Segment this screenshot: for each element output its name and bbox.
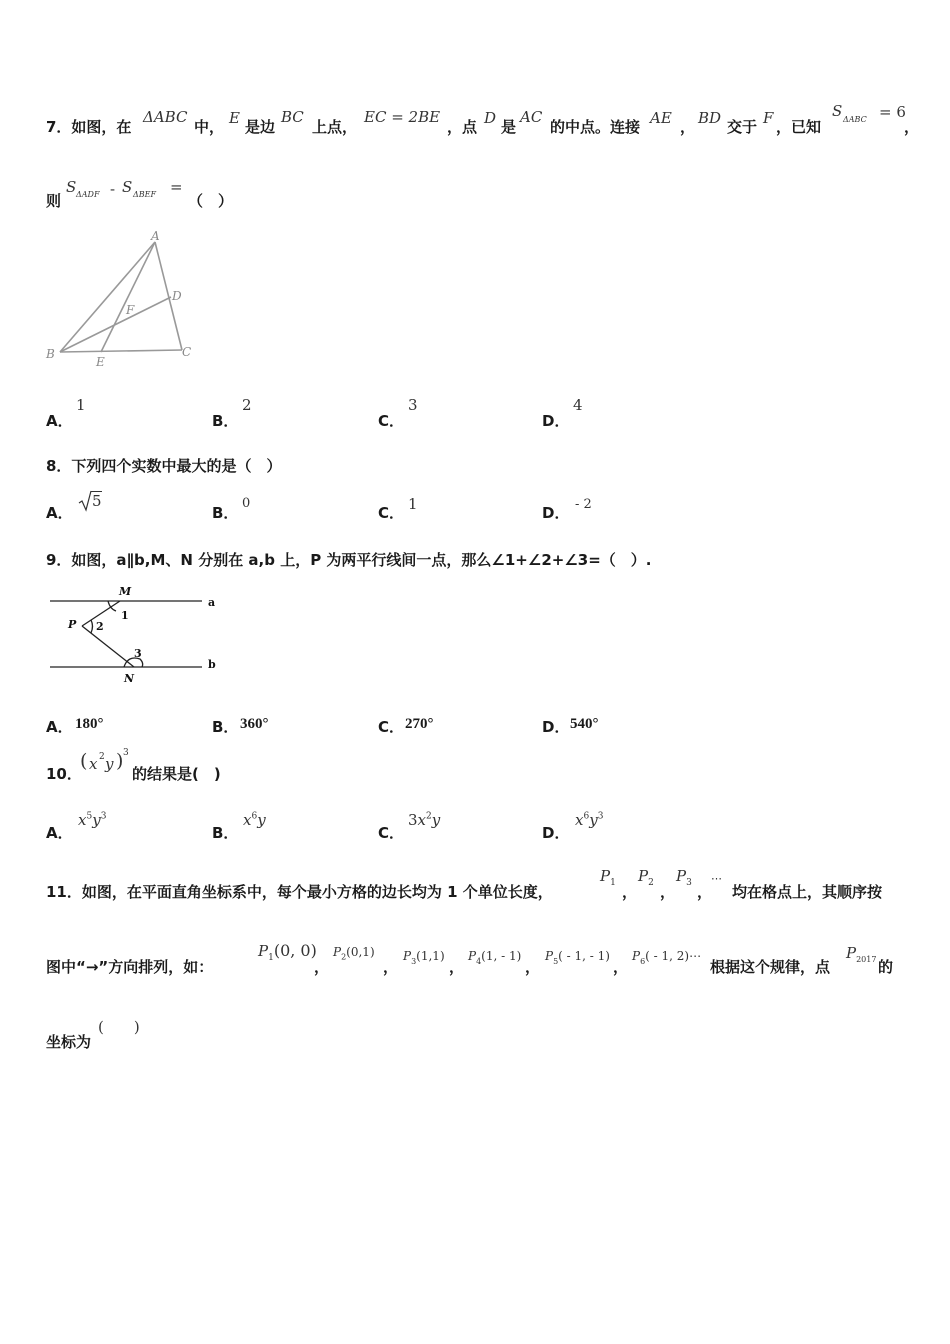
q9-option-b-label[interactable]: B． — [212, 718, 239, 736]
q10-exp-2: 2 — [99, 752, 105, 762]
label-n: N — [124, 672, 135, 685]
q11-point-p1: $P_1(0$, 0) — [258, 941, 317, 964]
q9-option-a-label[interactable]: A． — [46, 718, 73, 736]
q7-option-d-label[interactable]: D． — [542, 412, 570, 430]
q10-exp-3: 3 — [123, 748, 129, 758]
q8-option-d-label[interactable]: D． — [542, 504, 570, 522]
edge-ab — [60, 242, 155, 352]
q10-option-b-label[interactable]: B． — [212, 824, 239, 842]
label-b: b — [208, 658, 216, 671]
q11-de: 的 — [878, 958, 894, 976]
q11-point-p5: $P_5( - 1$, - 1) — [545, 949, 610, 967]
q11-line2-tail: 根据这个规律，点 — [710, 958, 831, 976]
q10-var-y: y — [105, 755, 114, 773]
label-d: D — [172, 289, 182, 303]
q8-option-c-label[interactable]: C． — [378, 504, 405, 522]
q9-option-c-label[interactable]: C． — [378, 718, 405, 736]
label-b: B — [46, 347, 55, 361]
q7-option-d-value: 4 — [573, 396, 583, 414]
q11-comma: ， — [622, 883, 638, 901]
q11-point-p6: $P_6( - 1$, 2)⋯ — [632, 949, 702, 967]
q11-p2017: $P_{2017}$ — [846, 944, 877, 965]
q7-text: ，点 — [447, 118, 478, 136]
q8-stem: 8．下列四个实数中最大的是（ ） — [46, 457, 282, 475]
label-e: E — [96, 355, 105, 369]
label-m: M — [119, 585, 132, 598]
label-angle-3: 3 — [134, 647, 142, 660]
sqrt-symbol-icon — [78, 490, 92, 512]
label-angle-1: 1 — [121, 609, 129, 622]
q9-stem: 9．如图，a∥b,M、N 分别在 a,b 上，P 为两平行线间一点，那么∠1+∠2+∠3=（ ）. — [46, 551, 652, 569]
q7-option-c-label[interactable]: C． — [378, 412, 405, 430]
q8-option-a-label[interactable]: A． — [46, 504, 73, 522]
q7-option-a-value: 1 — [76, 396, 86, 414]
q7-text: ，已知 — [776, 118, 822, 136]
q10-option-a-label[interactable]: A． — [46, 824, 73, 842]
q10-option-d-value: $x^6y^3$ — [575, 811, 604, 829]
q7-equation: EC = 2BE — [364, 108, 441, 126]
q7-segment-bd: BD — [698, 109, 722, 127]
q10-number: 10． — [46, 765, 82, 783]
q7-minus: - — [110, 180, 116, 198]
q10-var-x: x — [89, 755, 98, 773]
q11-p3: $P_3$ — [676, 867, 692, 889]
q10-option-b-value: $x^6y$ — [243, 811, 266, 829]
label-p: P — [68, 618, 77, 631]
q10-stem-tail: 的结果是( ) — [132, 765, 221, 783]
q7-triangle-abc: ΔABC — [143, 108, 188, 126]
q7-area-symbol: S — [66, 178, 77, 196]
q8-sqrt-radicand: 5 — [92, 492, 102, 510]
q10-option-c-label[interactable]: C． — [378, 824, 405, 842]
q7-segment-ae: AE — [650, 109, 672, 127]
q7-answer-paren: （ ） — [188, 192, 234, 210]
label-f: F — [126, 303, 135, 317]
q10-paren-open: ( — [80, 750, 88, 772]
q11-p1: $P_1$ — [600, 867, 616, 889]
q11-line3: 坐标为 — [46, 1033, 92, 1051]
q11-line1-tail: 均在格点上，其顺序按 — [732, 883, 883, 901]
q7-option-b-value: 2 — [242, 396, 252, 414]
q7-text: 的中点。连接 — [550, 118, 641, 136]
q10-a-exp-y: 3 — [100, 811, 107, 822]
q7-segment-ac: AC — [520, 108, 543, 126]
q7-area-subscript: ΔADF — [76, 190, 100, 199]
q10-c-exp-x: 2 — [426, 811, 432, 822]
q7-option-b-label[interactable]: B． — [212, 412, 239, 430]
q10-c-coef: 3 — [408, 811, 418, 829]
q10-option-d-label[interactable]: D． — [542, 824, 570, 842]
q11-point-p2: $P_2(0,1)$ — [333, 945, 375, 962]
q7-option-c-value: 3 — [408, 396, 418, 414]
segment-bd — [60, 297, 171, 352]
q11-comma: ， — [660, 883, 676, 901]
q7-area-value: = 6 — [879, 103, 906, 121]
q9-option-c-value: 270° — [405, 716, 434, 732]
q7-area-subscript: ΔABC — [843, 115, 867, 124]
edge-bc — [60, 350, 182, 352]
label-a: a — [208, 596, 216, 609]
q7-option-a-label[interactable]: A． — [46, 412, 73, 430]
q7-point-e: E — [229, 109, 240, 127]
q9-option-d-label[interactable]: D． — [542, 718, 570, 736]
q11-point-p3: $P_3(1,1)$ — [403, 949, 445, 967]
q7-area-subscript: ΔBEF — [133, 190, 157, 199]
label-angle-2: 2 — [96, 620, 104, 633]
label-a: A — [151, 229, 160, 243]
q8-option-d-value: - 2 — [575, 497, 592, 512]
q7-text: ， — [680, 118, 696, 136]
q7-text: 上点， — [312, 118, 358, 136]
q9-option-d-value: 540° — [570, 716, 599, 732]
q7-area-symbol: S — [122, 178, 133, 196]
q11-answer-paren: ( ) — [98, 1018, 140, 1036]
q7-point-f: F — [763, 109, 774, 127]
q7-text: 是 — [501, 118, 517, 136]
q7-segment-bc: BC — [281, 108, 304, 126]
q10-a-exp-x: 5 — [86, 811, 93, 822]
q11-line1: 11．如图，在平面直角坐标系中，每个最小方格的边长均为 1 个单位长度， — [46, 883, 553, 901]
q7-point-d: D — [484, 109, 497, 127]
q7-text: 中， — [194, 118, 225, 136]
q10-d-exp-y: 3 — [597, 811, 604, 822]
q11-line2-head: 图中“→”方向排列，如： — [46, 958, 214, 976]
q9-parallel-lines-figure — [46, 582, 236, 687]
segment-ae — [101, 242, 155, 352]
q7-number: 7．如图，在 — [46, 118, 132, 136]
q11-ellipsis: ⋯ — [711, 872, 722, 885]
segment-pn — [82, 626, 134, 667]
q7-area-symbol: S — [832, 102, 843, 120]
q10-option-c-value: $3x^2y$ — [408, 811, 441, 829]
q11-point-p4: $P_4(1$, - 1) — [468, 949, 522, 967]
q8-option-b-value: 0 — [242, 496, 251, 511]
q7-text: 则 — [46, 192, 62, 210]
q10-b-exp-x: 6 — [251, 811, 258, 822]
q9-option-a-value: 180° — [75, 716, 104, 732]
q7-equals: = — [170, 178, 183, 196]
q7-triangle-figure — [40, 228, 210, 373]
label-c: C — [182, 345, 192, 359]
q10-option-a-value: $x^5y^3$ — [78, 811, 107, 829]
q7-text: 交于 — [727, 118, 758, 136]
q8-option-c-value: 1 — [408, 495, 418, 513]
q9-option-b-value: 360° — [240, 716, 269, 732]
q8-option-b-label[interactable]: B． — [212, 504, 239, 522]
q7-text: ， — [904, 118, 920, 136]
q7-text: 是边 — [245, 118, 276, 136]
q11-p2: $P_2$ — [638, 867, 654, 889]
q11-comma: ， — [697, 883, 713, 901]
angle-2-arc — [91, 620, 93, 633]
q10-d-exp-x: 6 — [583, 811, 590, 822]
q10-paren-close: ) — [116, 750, 124, 772]
